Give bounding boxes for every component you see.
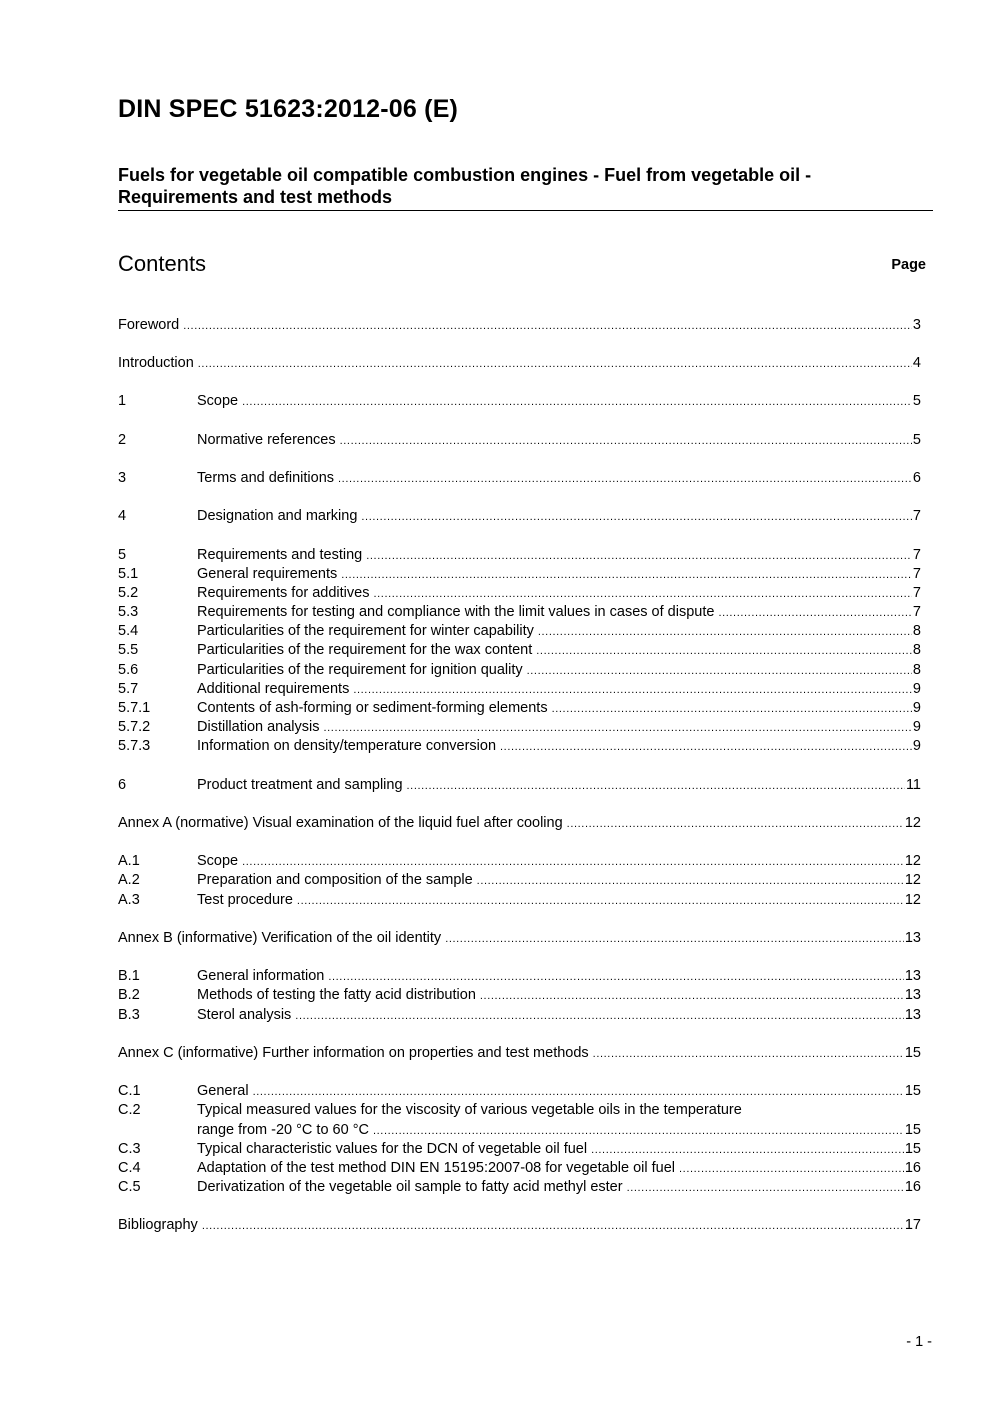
- toc-entry-label: range from -20 °C to 60 °C: [197, 1122, 369, 1138]
- toc-leader-dots: [679, 1159, 904, 1179]
- toc-entry-page: 13: [904, 930, 921, 946]
- toc-entry-label: Annex B (informative) Verification of the oil identity: [118, 930, 442, 946]
- toc-entry-label: Sterol analysis: [197, 1007, 292, 1023]
- toc-entry-number: 4: [118, 508, 127, 524]
- toc-entry-label: Scope: [197, 393, 239, 409]
- toc-entry-page: 7: [912, 604, 921, 620]
- toc-entry-page: 5: [912, 432, 921, 448]
- toc-leader-dots: [253, 1082, 904, 1102]
- toc-entry-6[interactable]: [118, 775, 921, 795]
- toc-entry-b-3[interactable]: [118, 1005, 921, 1025]
- toc-entry-c-2-first-line: Typical measured values for the viscosity of various vegetable oils in the temperature: [197, 1102, 742, 1118]
- toc-leader-dots: [527, 661, 912, 681]
- toc-entry-4[interactable]: [118, 506, 921, 526]
- toc-entry-label: Adaptation of the test method DIN EN 15195:2007-08 for vegetable oil fuel: [197, 1160, 676, 1176]
- toc-entry-label: Distillation analysis: [197, 719, 320, 735]
- toc-entry-number: A.3: [118, 892, 140, 908]
- toc-entry-page: 8: [912, 623, 921, 639]
- toc-entry-label: Foreword: [118, 317, 180, 333]
- toc-entry-number: B.3: [118, 1007, 140, 1023]
- toc-entry-page: 12: [904, 872, 921, 888]
- toc-entry-page: 5: [912, 393, 921, 409]
- toc-entry-5-7[interactable]: [118, 679, 921, 699]
- toc-entry-3[interactable]: [118, 468, 921, 488]
- toc-entry-number: 2: [118, 432, 127, 448]
- toc-entry-c-5[interactable]: [118, 1177, 921, 1197]
- toc-entry-number: A.1: [118, 853, 140, 869]
- toc-entry-page: 7: [912, 547, 921, 563]
- toc-entry-1[interactable]: [118, 391, 921, 411]
- toc-entry-label: General: [197, 1083, 249, 1099]
- toc-entry-number: 5.7.3: [118, 738, 151, 754]
- toc-leader-dots: [552, 699, 912, 719]
- toc-entry-page: 12: [904, 815, 921, 831]
- toc-entry-number: 5.7.1: [118, 700, 151, 716]
- toc-entry-label: Methods of testing the fatty acid distribution: [197, 987, 476, 1003]
- toc-entry-label: Typical characteristic values for the DCN of vegetable oil fuel: [197, 1141, 588, 1157]
- toc-entry-b-2[interactable]: [118, 985, 921, 1005]
- toc-entry-page: 12: [904, 892, 921, 908]
- toc-entry-label: Introduction: [118, 355, 194, 371]
- toc-leader-dots: [295, 1006, 904, 1026]
- toc-entry-number: 5.4: [118, 623, 139, 639]
- toc-entry-label: Annex A (normative) Visual examination of the liquid fuel after cooling: [118, 815, 563, 831]
- toc-leader-dots: [202, 1216, 904, 1236]
- toc-entry-bibliography[interactable]: [118, 1215, 921, 1235]
- toc-entry-5-4[interactable]: [118, 621, 921, 641]
- toc-entry-label: Product treatment and sampling: [197, 777, 403, 793]
- toc-entry-page: 15: [904, 1141, 921, 1157]
- toc-leader-dots: [328, 967, 904, 987]
- toc-entry-c-2[interactable]: [118, 1100, 921, 1140]
- toc-entry-number: 3: [118, 470, 127, 486]
- toc-entry-number: C.4: [118, 1160, 141, 1176]
- toc-leader-dots: [567, 814, 904, 834]
- toc-entry-page: 13: [904, 1007, 921, 1023]
- page-column-heading: Page: [891, 257, 926, 273]
- toc-entry-number: C.5: [118, 1179, 141, 1195]
- toc-entry-5-7-2[interactable]: [118, 717, 921, 737]
- toc-entry-label: Information on density/temperature conversion: [197, 738, 497, 754]
- toc-entry-page: 9: [912, 719, 921, 735]
- toc-entry-page: 12: [904, 853, 921, 869]
- toc-entry-page: 4: [912, 355, 921, 371]
- toc-entry-c-3[interactable]: [118, 1139, 921, 1159]
- toc-entry-number: C.2: [118, 1102, 141, 1118]
- toc-entry-c-1[interactable]: [118, 1081, 921, 1101]
- toc-entry-annex-c[interactable]: [118, 1043, 921, 1063]
- toc-entry-page: 17: [904, 1217, 921, 1233]
- toc-entry-5-1[interactable]: [118, 564, 921, 584]
- toc-entry-5-6[interactable]: [118, 660, 921, 680]
- toc-entry-2[interactable]: [118, 430, 921, 450]
- toc-entry-label: Requirements for additives: [197, 585, 370, 601]
- subtitle-line-2: Requirements and test methods: [118, 187, 393, 207]
- toc-leader-dots: [324, 718, 912, 738]
- toc-leader-dots: [593, 1044, 904, 1064]
- toc-leader-dots: [340, 431, 912, 451]
- toc-entry-5-3[interactable]: [118, 602, 921, 622]
- toc-entry-label: Requirements for testing and compliance with the limit values in cases of dispute: [197, 604, 715, 620]
- toc-entry-page: 8: [912, 642, 921, 658]
- toc-entry-number: 5: [118, 547, 127, 563]
- toc-entry-a-2[interactable]: [118, 870, 921, 890]
- toc-entry-label: General information: [197, 968, 325, 984]
- toc-leader-dots: [536, 641, 912, 661]
- toc-leader-dots: [242, 392, 912, 412]
- toc-entry-annex-a[interactable]: [118, 813, 921, 833]
- toc-entry-label: Scope: [197, 853, 239, 869]
- toc-entry-number: A.2: [118, 872, 140, 888]
- toc-entry-number: 6: [118, 777, 127, 793]
- toc-entry-page: 7: [912, 566, 921, 582]
- toc-leader-dots: [407, 776, 905, 796]
- toc-entry-number: C.1: [118, 1083, 141, 1099]
- toc-entry-c-4[interactable]: [118, 1158, 921, 1178]
- toc-entry-b-1[interactable]: [118, 966, 921, 986]
- toc-entry-label: Test procedure: [197, 892, 293, 908]
- table-of-contents: [118, 0, 921, 1403]
- toc-entry-page: 16: [904, 1179, 921, 1195]
- toc-entry-number: 1: [118, 393, 127, 409]
- toc-entry-number: 5.5: [118, 642, 139, 658]
- toc-entry-page: 9: [912, 700, 921, 716]
- toc-entry-page: 13: [904, 987, 921, 1003]
- toc-leader-dots: [341, 565, 912, 585]
- toc-entry-label: Particularities of the requirement for ignition quality: [197, 662, 523, 678]
- toc-entry-page: 7: [912, 585, 921, 601]
- toc-entry-annex-b[interactable]: [118, 928, 921, 948]
- toc-leader-dots: [183, 316, 912, 336]
- toc-entry-number: B.1: [118, 968, 140, 984]
- toc-entry-5-7-3[interactable]: [118, 736, 921, 756]
- toc-entry-number: 5.3: [118, 604, 139, 620]
- toc-leader-dots: [198, 354, 912, 374]
- toc-leader-dots: [242, 852, 904, 872]
- toc-entry-5[interactable]: [118, 545, 921, 565]
- toc-entry-a-3[interactable]: [118, 890, 921, 910]
- toc-entry-page: 15: [904, 1083, 921, 1099]
- toc-leader-dots: [297, 891, 904, 911]
- toc-entry-number: B.2: [118, 987, 140, 1003]
- toc-entry-label: Contents of ash-forming or sediment-forming elements: [197, 700, 548, 716]
- contents-heading: Contents: [118, 251, 207, 276]
- document-title: DIN SPEC 51623:2012-06 (E): [118, 95, 459, 123]
- toc-leader-dots: [373, 1121, 904, 1141]
- toc-entry-label: Particularities of the requirement for the wax content: [197, 642, 533, 658]
- toc-entry-introduction[interactable]: [118, 353, 921, 373]
- toc-leader-dots: [353, 680, 912, 700]
- toc-entry-page: 3: [912, 317, 921, 333]
- toc-leader-dots: [538, 622, 912, 642]
- toc-entry-page: 15: [904, 1045, 921, 1061]
- toc-entry-number: 5.7.2: [118, 719, 151, 735]
- toc-leader-dots: [338, 469, 912, 489]
- toc-entry-page: 8: [912, 662, 921, 678]
- toc-leader-dots: [366, 546, 912, 566]
- toc-entry-label: Terms and definitions: [197, 470, 335, 486]
- toc-entry-5-2[interactable]: [118, 583, 921, 603]
- toc-entry-label: Designation and marking: [197, 508, 358, 524]
- toc-entry-page: 9: [912, 738, 921, 754]
- toc-entry-page: 9: [912, 681, 921, 697]
- toc-leader-dots: [591, 1140, 904, 1160]
- toc-entry-number: 5.6: [118, 662, 139, 678]
- toc-entry-page: 6: [912, 470, 921, 486]
- toc-entry-number: 5.2: [118, 585, 139, 601]
- toc-entry-number: C.3: [118, 1141, 141, 1157]
- toc-entry-number: 5.1: [118, 566, 139, 582]
- toc-leader-dots: [373, 584, 911, 604]
- toc-entry-page: 15: [904, 1122, 921, 1138]
- toc-entry-label: Annex C (informative) Further information on properties and test methods: [118, 1045, 589, 1061]
- toc-entry-a-1[interactable]: [118, 851, 921, 871]
- toc-entry-label: General requirements: [197, 566, 338, 582]
- toc-leader-dots: [445, 929, 904, 949]
- toc-entry-5-5[interactable]: [118, 640, 921, 660]
- toc-leader-dots: [361, 507, 912, 527]
- toc-entry-page: 13: [904, 968, 921, 984]
- toc-leader-dots: [500, 737, 912, 757]
- toc-leader-dots: [480, 986, 904, 1006]
- subtitle-line-1: Fuels for vegetable oil compatible combustion engines - Fuel from vegetable oil -: [118, 165, 812, 185]
- toc-entry-page: 11: [905, 777, 921, 793]
- toc-entry-page: 16: [904, 1160, 921, 1176]
- toc-entry-label: Preparation and composition of the sample: [197, 872, 473, 888]
- toc-leader-dots: [477, 871, 904, 891]
- toc-leader-dots: [718, 603, 911, 623]
- toc-entry-number: 5.7: [118, 681, 139, 697]
- toc-leader-dots: [627, 1178, 904, 1198]
- page-number-footer: - 1 -: [906, 1334, 932, 1350]
- toc-entry-page: 7: [912, 508, 921, 524]
- toc-entry-5-7-1[interactable]: [118, 698, 921, 718]
- toc-entry-label: Requirements and testing: [197, 547, 363, 563]
- toc-entry-foreword[interactable]: [118, 315, 921, 335]
- toc-entry-label: Particularities of the requirement for winter capability: [197, 623, 534, 639]
- toc-entry-label: Additional requirements: [197, 681, 350, 697]
- toc-entry-label: Normative references: [197, 432, 336, 448]
- toc-entry-label: Bibliography: [118, 1217, 198, 1233]
- toc-entry-label: Derivatization of the vegetable oil sample to fatty acid methyl ester: [197, 1179, 623, 1195]
